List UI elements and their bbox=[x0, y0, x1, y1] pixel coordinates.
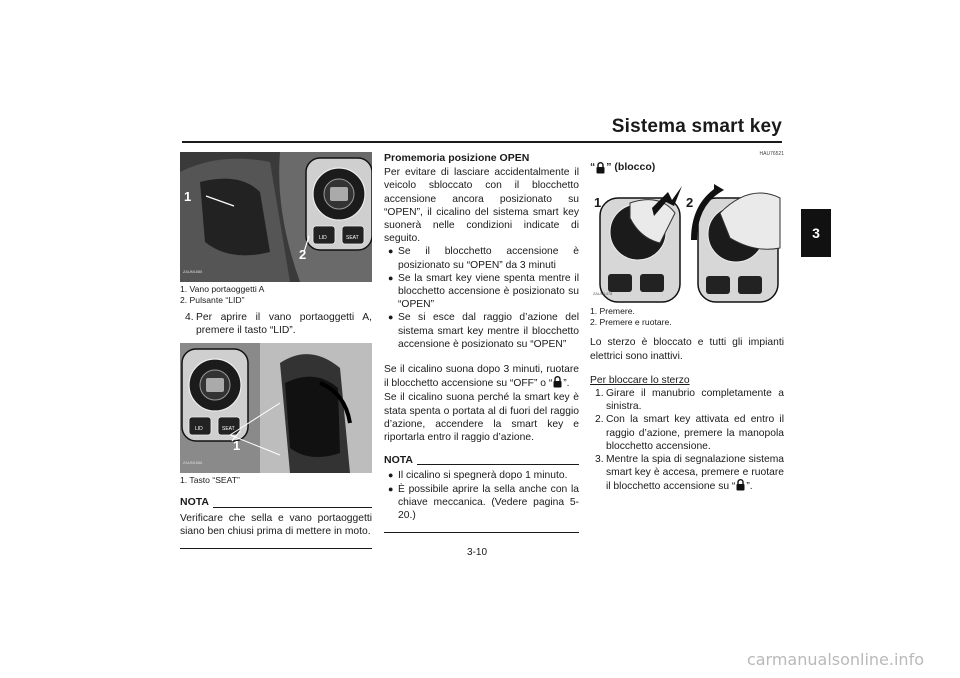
figure-caption: 1. Vano portaoggetti A 2. Pulsante “LID” bbox=[180, 284, 265, 305]
figure-lock-procedure bbox=[590, 178, 782, 304]
figure-seat-button bbox=[180, 343, 372, 473]
figure-callout-1: 1 bbox=[184, 189, 192, 204]
figure-code: ZAUM1686 bbox=[183, 461, 203, 466]
figure-caption: 1. Premere. 2. Premere e ruotare. bbox=[590, 306, 672, 328]
figure-caption: 1. Tasto “SEAT” bbox=[180, 475, 240, 486]
figure-code: ZAUM1478 bbox=[593, 292, 613, 297]
lid-button-label: LID bbox=[195, 426, 203, 433]
step-3: 3. Mentre la spia di segnalazione sistema smart key è accesa, premere e ruotare il blocchetto accensione su “ ”. bbox=[595, 454, 784, 493]
column-left bbox=[180, 152, 372, 549]
intro-paragraph: Per evitare di lasciare accidentalmente il veicolo sbloccato con il blocchetto accensione ancora posizionato su “OPEN”, il cicalino del sistema smart key suonerà nelle condizioni indicate di seguito. bbox=[384, 167, 579, 245]
subsection-title: Per bloccare lo sterzo bbox=[590, 374, 690, 386]
watermark[interactable]: carmanualsonline.info bbox=[746, 650, 924, 669]
nota-header: NOTA bbox=[180, 496, 372, 509]
figure-code: ZAUM1685 bbox=[183, 269, 203, 274]
nota-text: Verificare che sella e vano portaoggetti siano ben chiusi prima di mettere in moto. bbox=[180, 512, 372, 537]
chapter-tab: 3 bbox=[801, 209, 831, 257]
column-middle bbox=[384, 152, 579, 533]
nota-rule bbox=[180, 548, 372, 549]
list-item: ● Se il blocchetto accensione è posizionato su “OPEN” da 3 minuti bbox=[388, 246, 579, 271]
range-paragraph: Se il cicalino suona perché la smart key è stata spenta o portata al di fuori del raggio d’azione, accendere la smart key e riportarla entro il raggio d’azione. bbox=[384, 392, 579, 444]
figure-callout-2: 2 bbox=[686, 195, 694, 211]
step-2: 2. Con la smart key attivata ed entro il raggio d’azione, premere la manopola blocchetto accensione. bbox=[595, 414, 784, 452]
section-title: “ ” (blocco) bbox=[590, 161, 656, 174]
section-title: Promemoria posizione OPEN bbox=[384, 152, 530, 164]
list-item: ● Il cicalino si spegnerà dopo 1 minuto. bbox=[388, 470, 568, 482]
lock-icon bbox=[596, 162, 605, 174]
figure-callout-2: 2 bbox=[299, 247, 307, 262]
page-title: Sistema smart key bbox=[611, 116, 782, 137]
step-1: 1. Girare il manubrio completamente a sinistra. bbox=[595, 388, 784, 413]
page-number: 3-10 bbox=[467, 547, 488, 558]
lid-button-label: LID bbox=[319, 235, 327, 241]
lock-icon bbox=[553, 376, 562, 388]
nota-rule bbox=[384, 532, 579, 533]
list-item: ● È possibile aprire la sella anche con la chiave meccanica. (Vedere pagina 5-20.) bbox=[388, 483, 579, 522]
title-rule bbox=[182, 141, 782, 143]
column-right bbox=[590, 152, 784, 494]
lock-intro: Lo sterzo è bloccato e tutti gli impianti elettrici sono inattivi. bbox=[590, 337, 784, 362]
figure-storage-lid bbox=[180, 152, 372, 282]
lock-icon bbox=[736, 479, 745, 491]
seat-button-label: SEAT bbox=[346, 235, 359, 241]
step-4: 4. Per aprire il vano portaoggetti A, premere il tasto “LID”. bbox=[185, 312, 372, 337]
reference-code: HAU76521 bbox=[759, 151, 784, 157]
figure-callout-1: 1 bbox=[594, 195, 602, 211]
buzzer-paragraph: Se il cicalino suona dopo 3 minuti, ruotare il blocchetto accensione su “OFF” o “ ”. bbox=[384, 364, 579, 390]
nota-header: NOTA bbox=[384, 454, 579, 467]
figure-callout-1: 1 bbox=[233, 438, 241, 454]
list-item: ● Se si esce dal raggio d’azione del sistema smart key mentre il blocchetto accensione è posizionato su “OPEN” bbox=[388, 312, 579, 350]
seat-button-label: SEAT bbox=[222, 426, 235, 433]
list-item: ● Se la smart key viene spenta mentre il blocchetto accensione è posizionato su “OPEN” bbox=[388, 272, 579, 311]
